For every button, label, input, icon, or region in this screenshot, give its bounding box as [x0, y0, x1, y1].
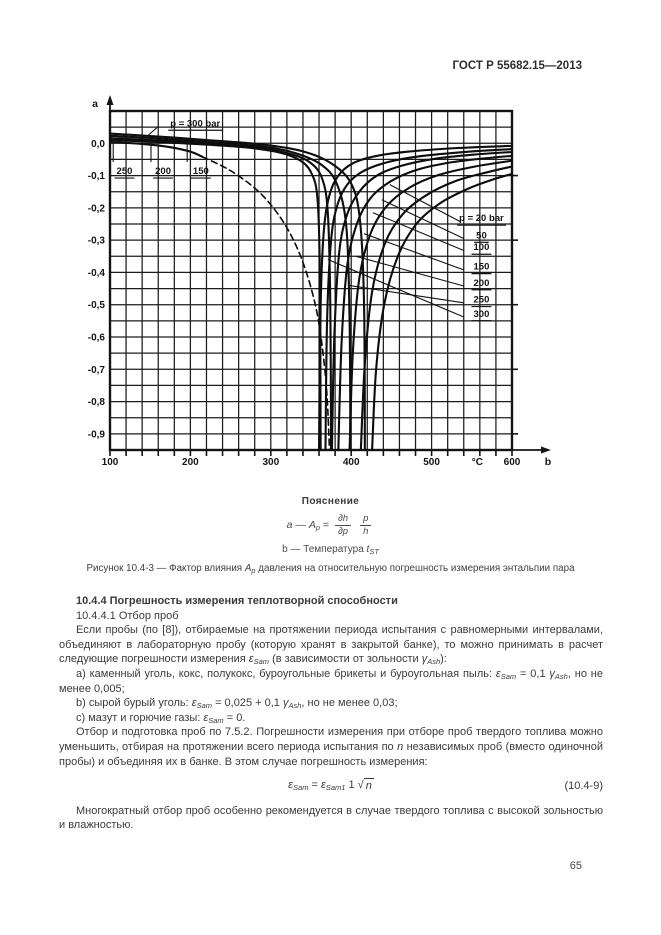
y-tick-label: -0,2	[87, 203, 105, 215]
y-tick-label: -0,1	[87, 171, 105, 183]
x-tick-label: 500	[423, 457, 440, 468]
curve-saturation-approach-dashed-	[202, 157, 329, 450]
pressure-influence-chart	[58, 95, 590, 487]
y-tick-label: -0,3	[87, 235, 105, 247]
pressure-label: p = 300 bar	[170, 118, 221, 130]
pressure-label: 200	[473, 277, 490, 289]
equation-number: (10.4-9)	[564, 780, 603, 793]
y-tick-label: 0,0	[91, 138, 105, 150]
pressure-label: 150	[473, 261, 490, 273]
equation-row	[59, 778, 603, 794]
pressure-label: 150	[192, 166, 209, 178]
formula-a-lhs: a — $A_p$ =	[286, 519, 330, 533]
y-tick-label: -0,9	[87, 429, 105, 441]
list-item-a: а) каменный уголь, кокс, полукокс, буроугольные брикеты и буроугольная пыль: $\varepsilon_{Sam} = 0,1$ $\gamma_{Ash}$, но не менее 0,005;	[59, 667, 603, 695]
figure-explanation	[0, 496, 661, 555]
pressure-label: 50	[476, 230, 487, 242]
pressure-label: 100	[473, 242, 490, 254]
pressure-label: p = 20 bar	[459, 213, 504, 225]
section-heading: 10.4.4 Погрешность измерения теплотворной способности	[76, 595, 398, 607]
label-leader-line	[382, 200, 464, 239]
explanation-formula-a	[0, 514, 661, 537]
pressure-label: 250	[473, 294, 490, 306]
x-axis-label-b: b	[544, 456, 552, 468]
x-axis-unit-label: °C	[471, 457, 484, 468]
figure-caption: Рисунок 10.4-3 — Фактор влияния $A_p$ давления на относительную погрешность измерения энтальпии пара	[86, 563, 575, 575]
y-tick-label: -0,5	[87, 300, 105, 312]
y-tick-label: -0,6	[87, 332, 105, 344]
y-tick-label: -0,8	[87, 397, 105, 409]
list-item-b: b) сырой бурый уголь: $\varepsilon_{Sam} = 0,025 + 0,1$ $\gamma_{Ash}$, но не менее 0,03;	[76, 697, 398, 711]
paragraph-sampling: Отбор и подготовка проб по 7.5.2. Погрешности измерения при отборе проб твердого топлива можно уменьшить, отбирая на протяжении всего периода испытания по n независимых проб (вместо одиночной пробы) и объединяя их в банке. В этом случае погрешность измерения:	[59, 726, 603, 768]
chart-ticks	[110, 176, 518, 456]
chart-series	[110, 134, 512, 450]
chart-tick-labels	[88, 139, 521, 468]
y-axis-label-a: a	[92, 98, 98, 110]
x-tick-label: 200	[182, 457, 199, 468]
pressure-label: 200	[155, 166, 171, 178]
subsection-heading: 10.4.4.1 Отбор проб	[76, 609, 179, 622]
paragraph-intro: Если пробы (по [8]), отбираемые на протяжении периода испытания с равномерными интервалами, объединяют в лабораторную пробу (которую хранят в закрытой банке), то можно принимать в расчет следующие погрешности измерения $\varepsilon_{Sam}$ (в зависимости от зольности $\gamma_{Ash}$):	[59, 624, 603, 667]
page-number: 65	[569, 860, 582, 872]
y-tick-label: -0,7	[87, 364, 105, 376]
curve-p-200-bar-left-branch	[110, 138, 331, 450]
document-title: ГОСТ Р 55682.15—2013	[452, 60, 582, 72]
fraction-p-h: $\frac{p}{h}$	[360, 514, 371, 537]
x-tick-label: 300	[262, 457, 280, 468]
list-item-c: c) мазут и горючие газы: $\varepsilon_{Sam} = 0$.	[76, 711, 246, 725]
x-tick-label: 400	[342, 457, 360, 468]
x-tick-label: 600	[503, 457, 521, 468]
explanation-item-b: b — Температура $t_{ST}$	[282, 543, 379, 556]
x-tick-label: 100	[101, 457, 119, 468]
figure-chart-container	[58, 95, 590, 487]
body-text	[59, 594, 603, 833]
pressure-label: 250	[116, 166, 133, 178]
pressure-label: 300	[473, 308, 490, 320]
fraction-dh-dp: $\frac{\partial h}{\partial p}$	[335, 514, 351, 537]
y-tick-label: -0,4	[87, 267, 105, 279]
paragraph-final: Многократный отбор проб особенно рекомендуется в случае твердого топлива с высокой зольностью и влажностью.	[59, 804, 603, 832]
explanation-title: Пояснение	[301, 496, 360, 507]
equation-10-4-9: $\varepsilon_{Sam} = \varepsilon_{Sam1}$ 1 √ n	[288, 779, 372, 793]
